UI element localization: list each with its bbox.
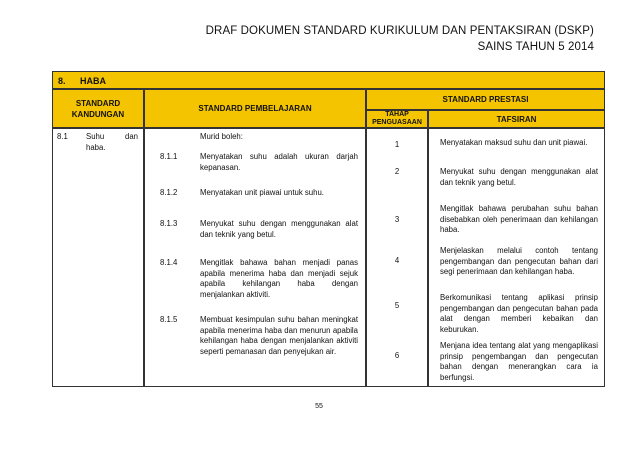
tafsiran-column — [428, 128, 605, 387]
pembelajaran-intro: Murid boleh: — [200, 132, 243, 141]
tafsiran-text: Berkomunikasi tentang aplikasi prinsip pengembangan dan pengecutan bahan pada alat dengan memberi kebaikan dan keburukan. — [440, 293, 598, 334]
tahap-level: 1 — [394, 140, 400, 149]
header-tahap-penguasaan-label: TAHAP PENGUASAAN — [372, 111, 422, 126]
tahap-column — [366, 128, 428, 387]
tafsiran-text: Menyatakan maksud suhu dan unit piawai. — [440, 138, 588, 147]
section-title: HABA — [80, 76, 106, 86]
page-number: 55 — [315, 403, 323, 410]
tafsiran-text: Menjana idea tentang alat yang mengaplikasi prinsip pengembangan dan pengecutan bahan dengan menerangkan cara ia berfungsi. — [440, 341, 598, 382]
kandungan-code: 8.1 — [57, 132, 68, 141]
header-standard-pembelajaran-label: STANDARD PEMBELAJARAN — [198, 104, 312, 113]
section-heading — [52, 71, 605, 89]
document-header-title: DRAF DOKUMEN STANDARD KURIKULUM DAN PENTAKSIRAN (DSKP) — [205, 25, 594, 37]
tahap-level: 4 — [394, 256, 400, 265]
pembelajaran-code: 8.1.1 — [160, 152, 178, 161]
header-tafsiran-label: TAFSIRAN — [496, 114, 537, 124]
pembelajaran-code: 8.1.5 — [160, 315, 178, 324]
header-standard-pembelajaran — [144, 89, 366, 128]
pembelajaran-cell — [144, 128, 366, 387]
pembelajaran-code: 8.1.3 — [160, 219, 178, 228]
tahap-level: 5 — [394, 301, 400, 310]
kandungan-cell — [52, 128, 144, 387]
pembelajaran-code: 8.1.4 — [160, 258, 178, 267]
tafsiran-text: Menyukat suhu dengan menggunakan alat dan teknik yang betul. — [440, 167, 598, 187]
header-tahap-penguasaan — [366, 110, 428, 128]
header-standard-kandungan — [52, 89, 144, 128]
document-header-subtitle: SAINS TAHUN 5 2014 — [477, 41, 594, 53]
section-number: 8. — [58, 76, 66, 86]
header-tafsiran — [428, 110, 605, 128]
pembelajaran-text: Membuat kesimpulan suhu bahan meningkat apabila menerima haba dan menurun apabila kehilangan haba dengan menjalankan aktiviti seperti pemanasan dan penyejukan air. — [200, 315, 358, 356]
tahap-level: 6 — [394, 351, 400, 360]
pembelajaran-code: 8.1.2 — [160, 188, 178, 197]
pembelajaran-text: Menyatakan suhu adalah ukuran darjah kepanasan. — [200, 152, 358, 172]
header-standard-prestasi — [366, 89, 605, 110]
curriculum-table — [52, 71, 605, 387]
tahap-level: 2 — [394, 167, 400, 176]
pembelajaran-text: Menyukat suhu dengan menggunakan alat dan teknik yang betul. — [200, 219, 358, 239]
header-standard-prestasi-label: STANDARD PRESTASI — [442, 95, 529, 104]
pembelajaran-text: Menyatakan unit piawai untuk suhu. — [200, 188, 324, 197]
pembelajaran-text: Mengitlak bahawa bahan menjadi panas apabila menerima haba dan menjadi sejuk apabila kehilangan haba dengan menjalankan aktiviti. — [200, 258, 358, 299]
header-standard-kandungan-label: STANDARD KANDUNGAN — [71, 98, 125, 119]
tahap-level: 3 — [394, 215, 400, 224]
kandungan-text: Suhu dan haba. — [86, 132, 138, 152]
tafsiran-text: Menjelaskan melalui contoh tentang pengembangan dan pengecutan bahan dari segi penerimaan dan kehilangan haba. — [440, 246, 598, 276]
tafsiran-text: Mengitlak bahawa perubahan suhu bahan disebabkan oleh penerimaan dan kehilangan haba. — [440, 204, 598, 234]
